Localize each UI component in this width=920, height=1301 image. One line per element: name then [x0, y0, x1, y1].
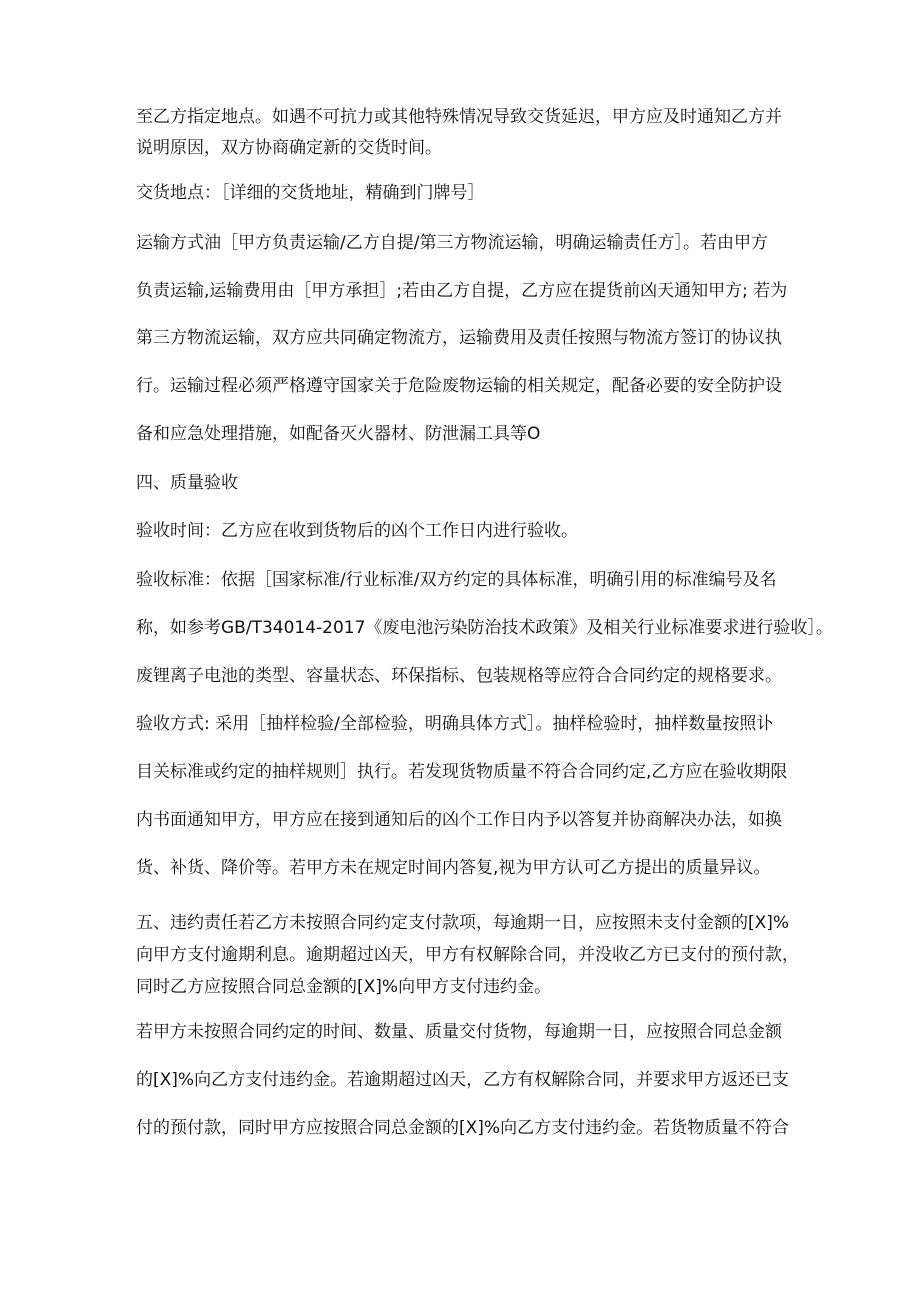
text-line: 行。运输过程必须严格遵守国家关于危险废物运输的相关规定，配备必要的安全防护设	[136, 376, 782, 396]
text-line: 货、补货、降价等。若甲方未在规定时间内答复,视为甲方认可乙方提出的质量异议。	[136, 858, 771, 878]
text-line: 称，如参考GB/T34014-2017《废电池污染防治技术政策》及相关行业标准要求进行验收］。	[136, 618, 833, 638]
text-line: 备和应急处理措施，如配备灭火器材、防泄漏工具等O	[136, 424, 541, 444]
text-line: 交货地点：［详细的交货地址，精确到门牌号］	[136, 183, 485, 203]
text-line: 目关标准或约定的抽样规则］执行。若发现货物质量不符合合同约定,乙方应在验收期限	[136, 762, 788, 782]
text-line: 的[X]%向乙方支付违约金。若逾期超过凶天，乙方有权解除合同，并要求甲方返还已支	[136, 1070, 790, 1090]
text-line: 运输方式油［甲方负责运输/乙方自提/第三方物流运输，明确运输责任方］。若由甲方	[136, 233, 768, 253]
text-line: 负责运输,运输费用由［甲方承担］;若由乙方自提，乙方应在提货前凶天通知甲方; 若为	[136, 281, 788, 301]
text-line: 至乙方指定地点。如遇不可抗力或其他特殊情况导致交货延迟，甲方应及时通知乙方并	[136, 107, 782, 127]
text-line: 内书面通知甲方，甲方应在接到通知后的凶个工作日内予以答复并协商解决办法，如换	[136, 810, 782, 830]
section-heading: 四、质量验收	[136, 473, 238, 493]
text-line: 废锂离子电池的类型、容量状态、环保指标、包装规格等应符合合同约定的规格要求。	[136, 666, 782, 686]
text-line: 验收时间：乙方应在收到货物后的凶个工作日内进行验收。	[136, 521, 578, 541]
text-line: 付的预付款，同时甲方应按照合同总金额的[X]%向乙方支付违约金。若货物质量不符合	[136, 1118, 790, 1138]
text-line: 若甲方未按照合同约定的时间、数量、质量交付货物，每逾期一日，应按照合同总金额	[136, 1022, 782, 1042]
text-line: 验收方式: 采用［抽样检验/全部检验，明确具体方式］。抽样检验时，抽样数量按照讣	[136, 714, 774, 734]
text-line: 说明原因，双方协商确定新的交货时间。	[136, 138, 442, 158]
text-line: 第三方物流运输，双方应共同确定物流方，运输费用及责任按照与物流方签订的协议执	[136, 328, 782, 348]
section-heading: 五、违约责任若乙方未按照合同约定支付款项，每逾期一日，应按照未支付金额的[X]%	[136, 913, 790, 933]
text-line: 验收标准：依据［国家标准/行业标准/双方约定的具体标准，明确引用的标准编号及名	[136, 570, 777, 590]
text-line: 同时乙方应按照合同总金额的[X]%向甲方支付违约金。	[136, 977, 552, 997]
text-line: 向甲方支付逾期利息。逾期超过凶天，甲方有权解除合同，并没收乙方已支付的预付款，	[136, 945, 799, 965]
